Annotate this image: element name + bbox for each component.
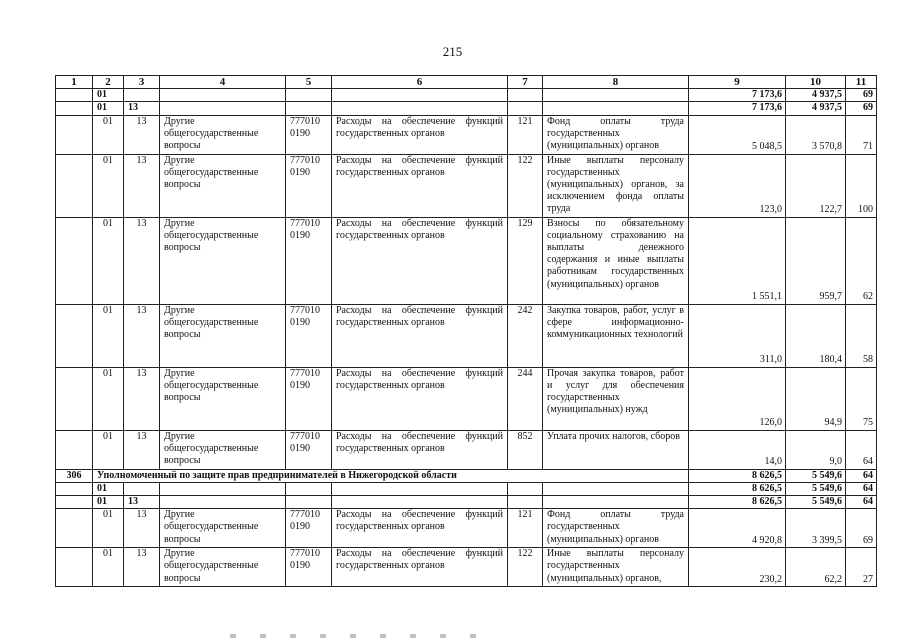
execution-percent: 69 [846, 509, 877, 548]
expense-type-name: Уплата прочих налогов, сборов [543, 430, 689, 469]
table-row [56, 509, 877, 548]
execution-percent: 64 [846, 482, 877, 495]
amount-executed: 3 570,8 [786, 115, 846, 154]
execution-percent: 69 [846, 102, 877, 115]
target-article-name: Расходы на обеспечение функций государственных органов [332, 367, 508, 430]
subsection-code: 13 [124, 304, 160, 367]
section-code: 01 [93, 548, 124, 587]
section-code: 01 [93, 115, 124, 154]
execution-percent: 100 [846, 154, 877, 217]
amount-executed: 5 549,6 [786, 482, 846, 495]
expense-type-code: 122 [508, 154, 543, 217]
column-header: 8 [543, 76, 689, 89]
column-header: 9 [689, 76, 786, 89]
target-article-name: Расходы на обеспечение функций государственных органов [332, 304, 508, 367]
amount-planned: 8 626,5 [689, 482, 786, 495]
empty-cell [56, 217, 93, 304]
subsection-name: Другие общегосударственные вопросы [160, 430, 286, 469]
section-code: 01 [93, 430, 124, 469]
column-header: 4 [160, 76, 286, 89]
expense-type-name: Прочая закупка товаров, работ и услуг для обеспечения государственных (муниципальных) нужд [543, 367, 689, 430]
amount-executed: 5 549,6 [786, 469, 846, 482]
column-header-row [56, 76, 877, 89]
target-article-code: 777010 0190 [286, 430, 332, 469]
empty-cell [56, 430, 93, 469]
expense-type-name: Закупка товаров, работ, услуг в сфере информационно-коммуникационных технологий [543, 304, 689, 367]
empty-cell [56, 548, 93, 587]
empty-cell [56, 496, 93, 509]
section-code: 01 [93, 89, 124, 102]
subsection-name: Другие общегосударственные вопросы [160, 304, 286, 367]
amount-planned: 14,0 [689, 430, 786, 469]
column-header: 10 [786, 76, 846, 89]
expense-type-code: 244 [508, 367, 543, 430]
section-code: 01 [93, 154, 124, 217]
empty-cell [543, 482, 689, 495]
table-row [56, 115, 877, 154]
amount-planned: 123,0 [689, 154, 786, 217]
amount-executed: 959,7 [786, 217, 846, 304]
target-article-name: Расходы на обеспечение функций государственных органов [332, 154, 508, 217]
column-header: 7 [508, 76, 543, 89]
subtotal-row [56, 482, 877, 495]
column-header: 5 [286, 76, 332, 89]
amount-planned: 5 048,5 [689, 115, 786, 154]
empty-cell [124, 482, 160, 495]
empty-cell [160, 482, 286, 495]
execution-percent: 27 [846, 548, 877, 587]
subtotal-row [56, 496, 877, 509]
empty-cell [332, 496, 508, 509]
subsection-name: Другие общегосударственные вопросы [160, 367, 286, 430]
amount-executed: 9,0 [786, 430, 846, 469]
target-article-code: 777010 0190 [286, 304, 332, 367]
subsection-code: 13 [124, 509, 160, 548]
subsection-code: 13 [124, 102, 160, 115]
expense-type-code: 121 [508, 509, 543, 548]
amount-executed: 62,2 [786, 548, 846, 587]
empty-cell [56, 367, 93, 430]
empty-cell [56, 154, 93, 217]
section-total-row [56, 469, 877, 482]
amount-planned: 230,2 [689, 548, 786, 587]
subsection-code: 13 [124, 115, 160, 154]
budget-table [55, 75, 877, 587]
empty-cell [332, 482, 508, 495]
amount-executed: 5 549,6 [786, 496, 846, 509]
execution-percent: 71 [846, 115, 877, 154]
subtotal-row [56, 102, 877, 115]
department-code: 306 [56, 469, 93, 482]
amount-planned: 8 626,5 [689, 469, 786, 482]
expense-type-name: Фонд оплаты труда государственных (муниципальных) органов [543, 509, 689, 548]
expense-type-name: Иные выплаты персоналу государственных (муниципальных) органов, [543, 548, 689, 587]
scan-artifact [230, 634, 490, 638]
subsection-name: Другие общегосударственные вопросы [160, 548, 286, 587]
target-article-code: 777010 0190 [286, 548, 332, 587]
empty-cell [543, 496, 689, 509]
amount-planned: 8 626,5 [689, 496, 786, 509]
section-code: 01 [93, 367, 124, 430]
amount-planned: 1 551,1 [689, 217, 786, 304]
target-article-code: 777010 0190 [286, 115, 332, 154]
empty-cell [56, 482, 93, 495]
target-article-name: Расходы на обеспечение функций государственных органов [332, 115, 508, 154]
subsection-code: 13 [124, 496, 160, 509]
amount-executed: 3 399,5 [786, 509, 846, 548]
column-header: 6 [332, 76, 508, 89]
empty-cell [508, 496, 543, 509]
amount-planned: 7 173,6 [689, 89, 786, 102]
amount-planned: 7 173,6 [689, 102, 786, 115]
column-header: 2 [93, 76, 124, 89]
table-row [56, 548, 877, 587]
execution-percent: 64 [846, 496, 877, 509]
subsection-name: Другие общегосударственные вопросы [160, 115, 286, 154]
expense-type-code: 129 [508, 217, 543, 304]
target-article-name: Расходы на обеспечение функций государственных органов [332, 548, 508, 587]
execution-percent: 58 [846, 304, 877, 367]
column-header: 11 [846, 76, 877, 89]
subsection-code: 13 [124, 154, 160, 217]
target-article-name: Расходы на обеспечение функций государственных органов [332, 430, 508, 469]
amount-planned: 4 920,8 [689, 509, 786, 548]
empty-cell [286, 496, 332, 509]
table-row [56, 367, 877, 430]
section-code: 01 [93, 509, 124, 548]
subsection-name: Другие общегосударственные вопросы [160, 509, 286, 548]
column-header: 3 [124, 76, 160, 89]
section-code: 01 [93, 482, 124, 495]
column-header: 1 [56, 76, 93, 89]
subsection-code: 13 [124, 548, 160, 587]
target-article-code: 777010 0190 [286, 154, 332, 217]
target-article-code: 777010 0190 [286, 217, 332, 304]
section-code: 01 [93, 304, 124, 367]
section-code: 01 [93, 496, 124, 509]
amount-executed: 122,7 [786, 154, 846, 217]
execution-percent: 64 [846, 430, 877, 469]
section-code: 01 [93, 102, 124, 115]
subsection-code: 13 [124, 367, 160, 430]
empty-cell [56, 509, 93, 548]
empty-cell [508, 482, 543, 495]
target-article-name: Расходы на обеспечение функций государственных органов [332, 509, 508, 548]
subtotal-row [56, 89, 877, 102]
expense-type-code: 852 [508, 430, 543, 469]
amount-executed: 180,4 [786, 304, 846, 367]
amount-planned: 311,0 [689, 304, 786, 367]
execution-percent: 69 [846, 89, 877, 102]
amount-planned: 126,0 [689, 367, 786, 430]
execution-percent: 75 [846, 367, 877, 430]
empty-cell [286, 482, 332, 495]
expense-type-name: Фонд оплаты труда государственных (муниципальных) органов [543, 115, 689, 154]
target-article-name: Расходы на обеспечение функций государственных органов [332, 217, 508, 304]
target-article-code: 777010 0190 [286, 367, 332, 430]
section-code: 01 [93, 217, 124, 304]
table-row [56, 304, 877, 367]
subsection-code: 13 [124, 430, 160, 469]
amount-executed: 94,9 [786, 367, 846, 430]
table-row [56, 430, 877, 469]
execution-percent: 64 [846, 469, 877, 482]
execution-percent: 62 [846, 217, 877, 304]
subsection-name: Другие общегосударственные вопросы [160, 217, 286, 304]
expense-type-name: Взносы по обязательному социальному страхованию на выплаты денежного содержания и иные выплаты работникам государственных (муниципальных) органов [543, 217, 689, 304]
empty-cell [56, 304, 93, 367]
expense-type-code: 121 [508, 115, 543, 154]
page-number: 215 [442, 44, 463, 59]
expense-type-code: 122 [508, 548, 543, 587]
department-name: Уполномоченный по защите прав предпринимателей в Нижегородской области [93, 469, 689, 482]
empty-cell [56, 115, 93, 154]
expense-type-code: 242 [508, 304, 543, 367]
expense-type-name: Иные выплаты персоналу государственных (муниципальных) органов, за исключением фонда оплаты труда [543, 154, 689, 217]
amount-executed: 4 937,5 [786, 89, 846, 102]
table-row [56, 154, 877, 217]
empty-cell [160, 496, 286, 509]
subsection-name: Другие общегосударственные вопросы [160, 154, 286, 217]
amount-executed: 4 937,5 [786, 102, 846, 115]
table-row [56, 217, 877, 304]
subsection-code: 13 [124, 217, 160, 304]
target-article-code: 777010 0190 [286, 509, 332, 548]
